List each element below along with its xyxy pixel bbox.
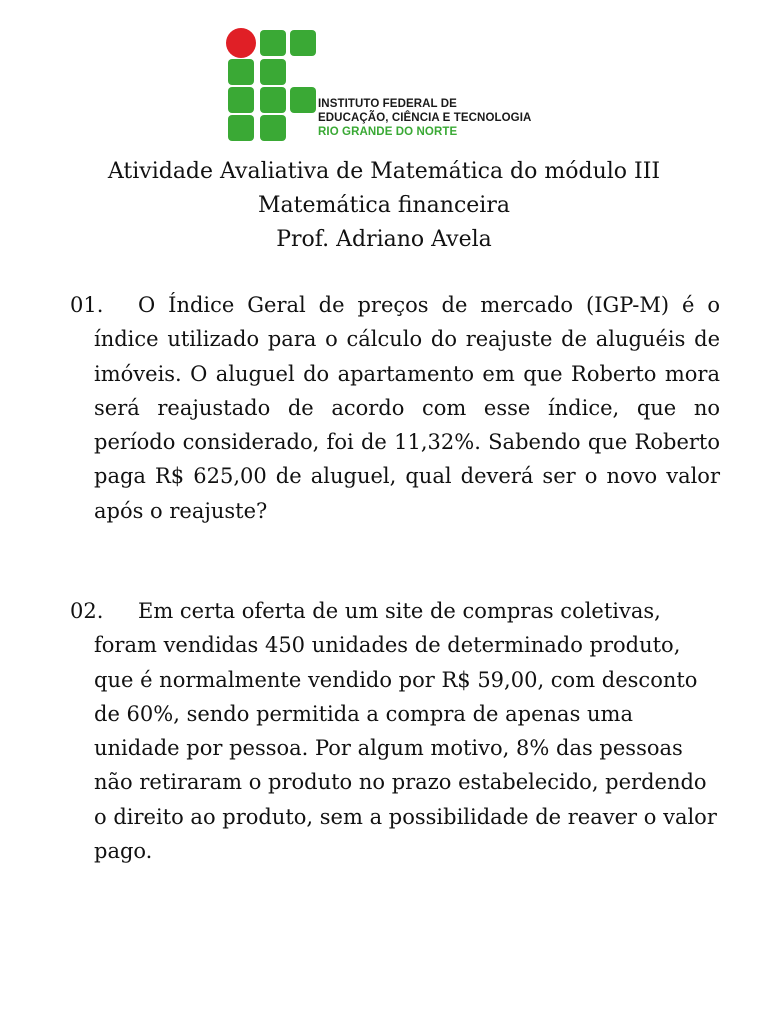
question-text: O Índice Geral de preços de mercado (IGP-M) é o índice utilizado para o cálculo do reajuste de aluguéis de imóveis. O aluguel do apartamento em que Roberto mora será reajustado de acordo com esse índice, que no período considerado, foi de 11,32%. Sabendo que Roberto paga R$ 625,00 de aluguel, qual deverá ser o novo valor após o reajuste?: [94, 293, 720, 523]
institution-logo: [224, 30, 544, 142]
institution-name-line1: INSTITUTO FEDERAL DE: [318, 98, 457, 110]
question-number: 02.: [70, 599, 104, 623]
logo-square: [260, 30, 286, 56]
logo-square: [228, 59, 254, 85]
logo-square: [290, 87, 316, 113]
question-number: 01.: [70, 293, 104, 317]
logo-red-circle: [226, 28, 256, 58]
question-1: [70, 288, 720, 528]
document-subtitle: Matemática financeira: [258, 193, 510, 218]
document-header: [0, 155, 768, 257]
question-2: [70, 594, 720, 868]
question-text: Em certa oferta de um site de compras coletivas, foram vendidas 450 unidades de determinado produto, que é normalmente vendido por R$ 59,00, com desconto de 60%, sendo permitida a compra de apenas uma unidade por pessoa. Por algum motivo, 8% das pessoas não retiraram o produto no prazo estabelecido, perdendo o direito ao produto, sem a possibilidade de reaver o valor pago.: [94, 599, 717, 864]
document-title: Atividade Avaliativa de Matemática do módulo III: [107, 159, 661, 184]
logo-square: [228, 87, 254, 113]
professor-name: Prof. Adriano Avela: [276, 227, 492, 252]
logo-square: [260, 115, 286, 141]
logo-square: [228, 115, 254, 141]
institution-name-line3: RIO GRANDE DO NORTE: [318, 126, 458, 138]
logo-square: [260, 87, 286, 113]
logo-square: [260, 59, 286, 85]
logo-square: [290, 30, 316, 56]
institution-name-line2: EDUCAÇÃO, CIÊNCIA E TECNOLOGIA: [318, 112, 532, 124]
institution-name: [318, 97, 531, 139]
